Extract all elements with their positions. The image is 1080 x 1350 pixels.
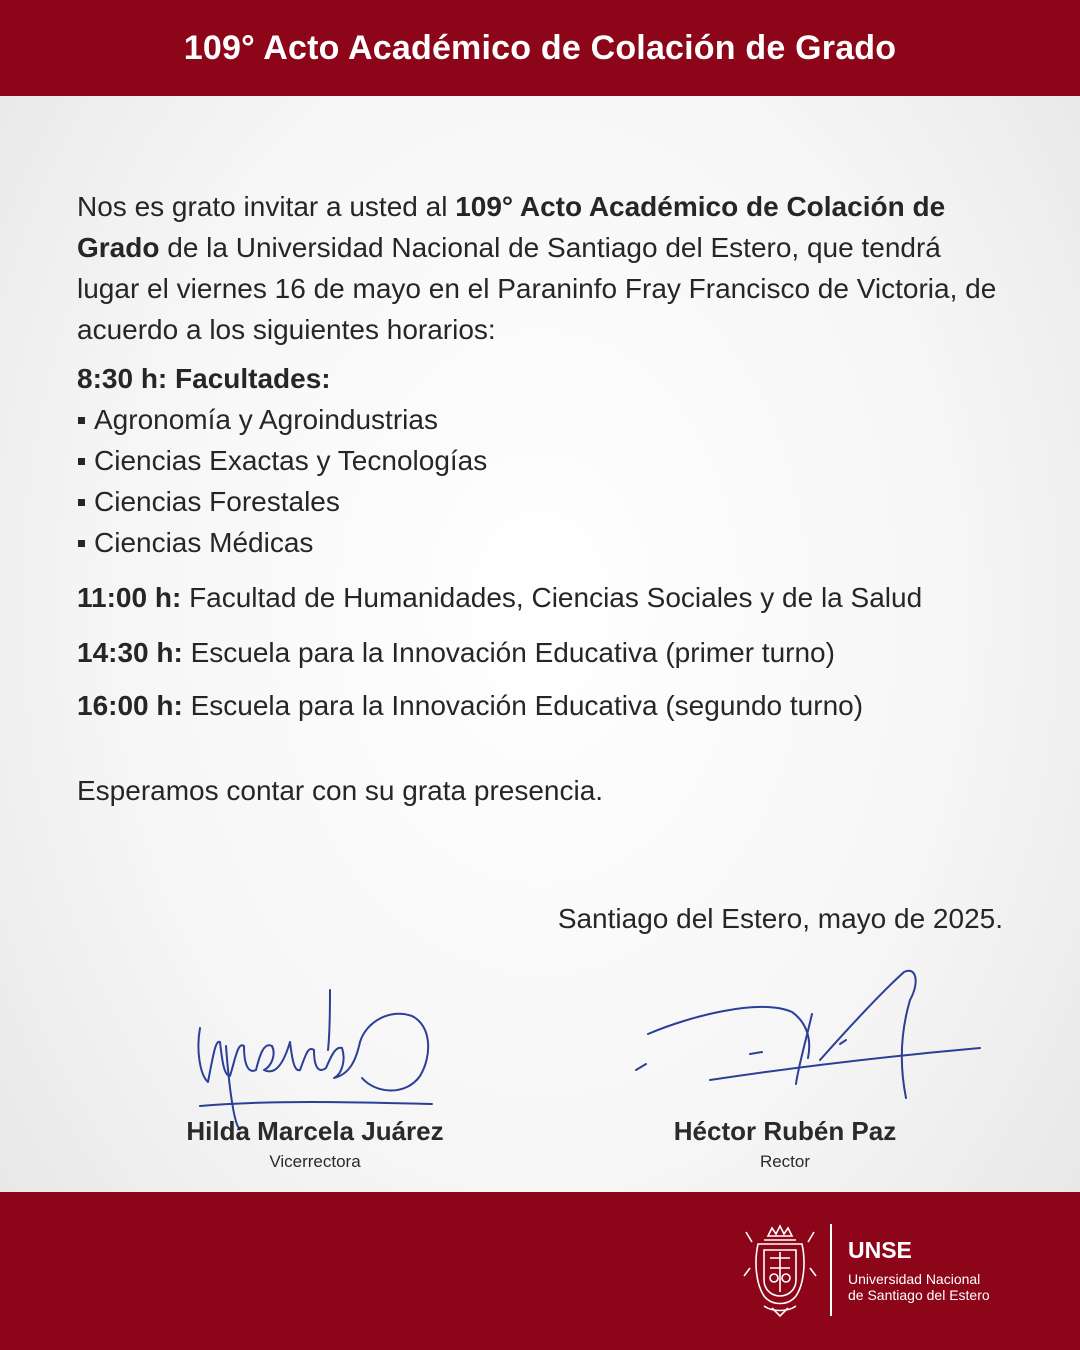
logo-name-line2: de Santiago del Estero <box>848 1287 990 1303</box>
signatory-role: Vicerrectora <box>269 1152 361 1171</box>
schedule-fourth <box>77 685 1003 726</box>
intro-event-name: 109° Acto Académico de Colación de Grado <box>77 191 946 263</box>
list-item: Agronomía y Agroindustrias <box>77 399 1003 440</box>
list-item: Ciencias Médicas <box>77 522 1003 563</box>
handwritten-signature-icon <box>620 960 1000 1120</box>
schedule-first <box>77 358 1003 563</box>
schedule-text: Escuela para la Innovación Educativa (primer turno) <box>190 637 835 668</box>
intro-paragraph <box>77 186 1003 350</box>
schedule-second <box>77 577 1003 618</box>
signatory-role: Rector <box>759 1152 811 1171</box>
logo-name-line1: Universidad Nacional <box>848 1271 981 1287</box>
schedule-time: 14:30 h: <box>77 637 183 668</box>
closing-line: Esperamos contar con su grata presencia. <box>77 775 604 806</box>
logo-divider <box>830 1224 832 1316</box>
schedule-time: 16:00 h: <box>77 690 183 721</box>
footer-banner <box>0 1192 1080 1350</box>
unse-logo <box>742 1222 990 1318</box>
header-banner <box>0 0 1080 96</box>
handwritten-signature-icon <box>180 980 450 1130</box>
logo-text <box>848 1237 990 1303</box>
intro-text-start: Nos es grato invitar a usted al <box>77 191 456 222</box>
schedule-label: Facultades: <box>175 363 331 394</box>
schedule-time: 11:00 h: <box>77 582 182 613</box>
schedule-first-heading <box>77 358 1003 399</box>
schedule-text: Escuela para la Innovación Educativa (segundo turno) <box>190 690 864 721</box>
list-item: Ciencias Forestales <box>77 481 1003 522</box>
list-item: Ciencias Exactas y Tecnologías <box>77 440 1003 481</box>
signatory-name: Héctor Rubén Paz <box>673 1116 897 1146</box>
place-and-date: Santiago del Estero, mayo de 2025. <box>557 903 1003 934</box>
signatory-name: Hilda Marcela Juárez <box>186 1116 444 1146</box>
invitation-body <box>77 186 1003 811</box>
university-crest-icon <box>742 1222 818 1318</box>
schedule-third <box>77 632 1003 673</box>
schedule-time: 8:30 h: <box>77 363 168 394</box>
page-title: 109° Acto Académico de Colación de Grado <box>183 28 897 67</box>
logo-acronym: UNSE <box>848 1237 912 1263</box>
schedule-text: Facultad de Humanidades, Ciencias Sociales y de la Salud <box>189 582 923 613</box>
intro-text-end: de la Universidad Nacional de Santiago del Estero, que tendrá lugar el viernes 16 de mayo en el Paraninfo Fray Francisco de Victoria, de acuerdo a los siguientes horarios: <box>77 232 997 345</box>
faculty-list <box>77 399 1003 563</box>
